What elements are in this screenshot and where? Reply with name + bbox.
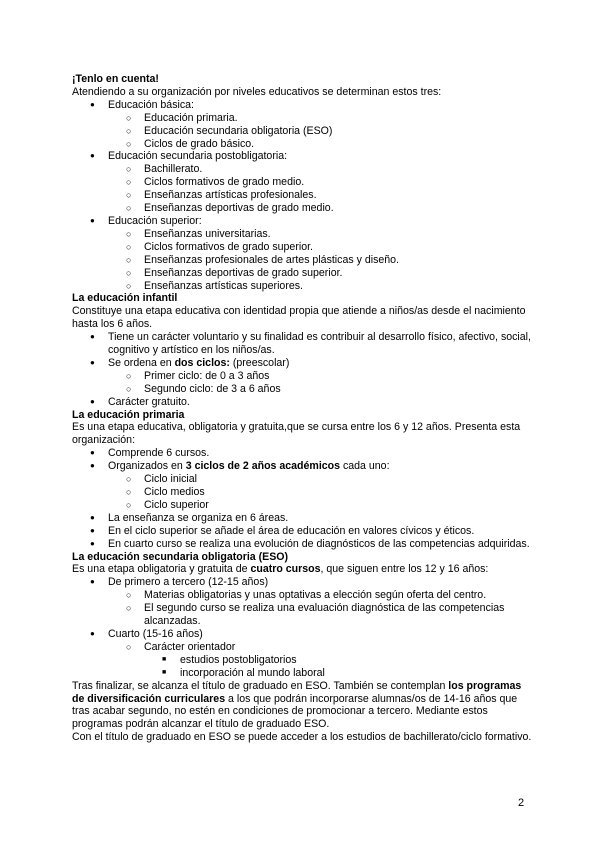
sublist [108,228,532,293]
eso-closing [72,680,532,732]
list-item: ○ Enseñanzas universitarias. [108,228,532,241]
list-item: ● En el ciclo superior se añade el área de educación en valores cívicos y éticos. [72,525,532,538]
list-item: ● Comprende 6 cursos. [72,447,532,460]
primaria-intro: Es una etapa educativa, obligatoria y gratuita,que se cursa entre los 6 y 12 años. Presenta esta organización: [72,421,521,447]
list-item: ■ estudios postobligatorios [144,654,532,667]
list-item: ○ Enseñanzas deportivas de grado superior. [108,267,532,280]
sublist [108,589,532,628]
list-item: ● La enseñanza se organiza en 6 áreas. [72,512,532,525]
list-item [72,150,532,215]
list-item [72,628,532,680]
eso-list [72,576,532,679]
list-item [72,576,532,628]
level-label: Educación básica: [108,98,194,111]
list-item: ● En cuarto curso se realiza una evolución de diagnósticos de las competencias adquiridas. [72,538,532,551]
list-item: ○ Ciclos de grado básico. [108,138,532,151]
list-item: ○ Bachillerato. [108,163,532,176]
eso-intro [72,563,532,576]
item-text: Organizados en [108,460,186,473]
primaria-heading: La educación primaria [72,408,185,421]
eso-final: Con el título de graduado en ESO se puede acceder a los estudios de bachillerato/ciclo formativo. [72,731,532,744]
infantil-list [72,331,532,408]
list-item: ○ Enseñanzas profesionales de artes plásticas y diseño. [108,254,532,267]
sublist [108,473,532,512]
infantil-heading: La educación infantil [72,292,178,305]
item-text: Carácter orientador [144,640,236,653]
note-heading: ¡Tenlo en cuenta! [72,73,159,85]
closing-bold-text: los programas de diversificación curriculares [72,679,522,705]
list-item: ○ Enseñanzas artísticas superiores. [108,280,532,293]
closing-text: a los que podrán incorporarse alumnas/os de 14-16 años que tras acabar segundo, no estén en condiciones de promocionar a tercero. Mediante estos programas podrán alcanzar el título de graduado ESO. [72,692,518,731]
note-intro: Atendiendo a su organización por niveles educativos se determinan estos tres: [72,85,442,98]
item-text: De primero a tercero (12-15 años) [108,576,269,589]
list-item: ○ Ciclo medios [108,486,532,499]
list-item: ○ Primer ciclo: de 0 a 3 años [108,370,532,383]
sublist [108,641,532,680]
list-item: ● Carácter gratuito. [72,396,532,409]
item-text: Se ordena en [108,356,175,369]
list-item: ○ Educación secundaria obligatoria (ESO) [108,125,532,138]
list-item: ○ El segundo curso se realiza una evaluación diagnóstica de las competencias alcanzadas. [108,602,532,628]
page-content [72,73,532,744]
list-item [72,215,532,292]
closing-text: Tras finalizar, se alcanza el título de graduado en ESO. También se contemplan [72,679,449,692]
level-label: Educación secundaria postobligatoria: [108,150,288,163]
list-item: ○ Enseñanzas deportivas de grado medio. [108,202,532,215]
intro-text: , que siguen entre los 12 y 16 años: [320,563,489,576]
list-item [72,460,532,512]
list-item: ○ Ciclos formativos de grado medio. [108,176,532,189]
intro-text: Es una etapa obligatoria y gratuita de [72,563,251,576]
list-item [108,641,532,680]
sublist [108,112,532,151]
eso-heading: La educación secundaria obligatoria (ESO) [72,550,289,563]
levels-list [72,99,532,293]
item-text: cada uno: [340,460,390,473]
intro-bold-text: cuatro cursos [250,563,321,576]
sublist [108,163,532,215]
item-bold-text: 3 ciclos de 2 años académicos [185,460,341,473]
list-item: ■ incorporación al mundo laboral [144,667,532,680]
list-item: ○ Ciclos formativos de grado superior. [108,241,532,254]
level-label: Educación superior: [108,214,202,227]
list-item: ○ Ciclo superior [108,499,532,512]
list-item: ○ Educación primaria. [108,112,532,125]
list-item: ● Tiene un carácter voluntario y su finalidad es contribuir al desarrollo físico, afectivo, social, cognitivo y artístico en los niños/as. [72,331,532,357]
infantil-intro: Constituye una etapa educativa con identidad propia que atiende a niños/as desde el nacimiento hasta los 6 años. [72,305,526,331]
list-item: ○ Ciclo inicial [108,473,532,486]
item-text: Cuarto (15-16 años) [108,627,203,640]
list-item: ○ Segundo ciclo: de 3 a 6 años [108,383,532,396]
list-item [72,357,532,396]
item-bold-text: dos ciclos: [174,356,230,369]
item-text: (preescolar) [229,356,290,369]
sub-sublist [144,654,532,680]
list-item [72,99,532,151]
primaria-list [72,447,532,550]
sublist [108,370,532,396]
list-item: ○ Enseñanzas artísticas profesionales. [108,189,532,202]
list-item: ○ Materias obligatorias y unas optativas a elección según oferta del centro. [108,589,532,602]
page-number: 2 [518,797,525,809]
